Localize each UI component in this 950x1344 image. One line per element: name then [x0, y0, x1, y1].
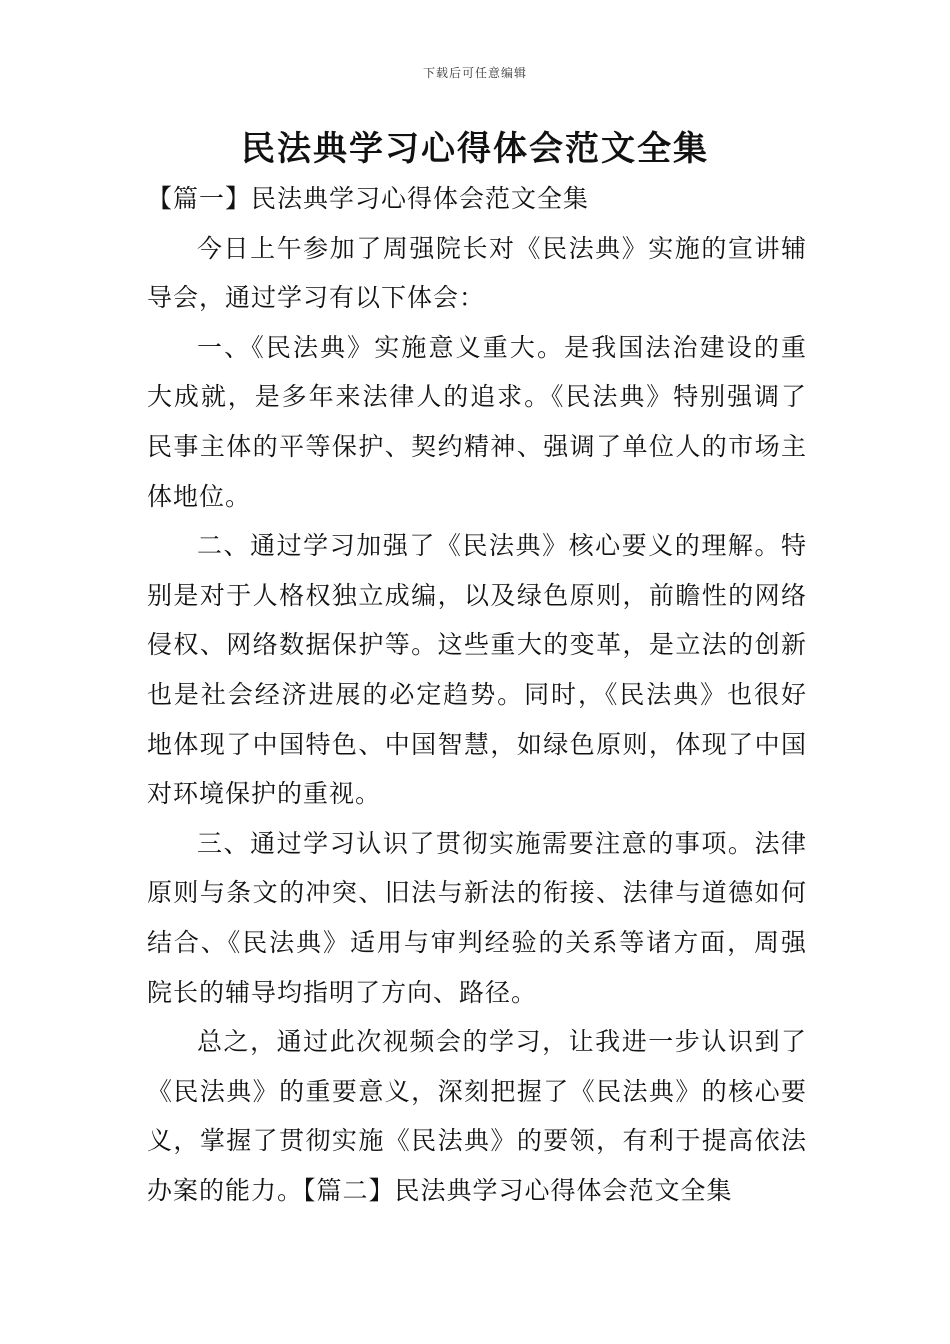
paragraph-intro: 今日上午参加了周强院长对《民法典》实施的宣讲辅导会，通过学习有以下体会： — [147, 233, 807, 313]
paragraph-point-3: 三、通过学习认识了贯彻实施需要注意的事项。法律原则与条文的冲突、旧法与新法的衔接、法律与道德如何结合、《民法典》适用与审判经验的关系等诸方面，周强院长的辅导均指明了方向、路径。 — [147, 828, 807, 1007]
section-heading: 【篇一】民法典学习心得体会范文全集 — [147, 184, 590, 213]
paragraph-point-2: 二、通过学习加强了《民法典》核心要义的理解。特别是对于人格权独立成编，以及绿色原则，前瞻性的网络侵权、网络数据保护等。这些重大的变革，是立法的创新也是社会经济进展的必定趋势。同时，《民法典》也很好地体现了中国特色、中国智慧，如绿色原则，体现了中国对环境保护的重视。 — [147, 531, 807, 809]
header-note: 下载后可任意编辑 — [422, 66, 527, 80]
document-body — [147, 174, 807, 1215]
paragraph-conclusion: 总之，通过此次视频会的学习，让我进一步认识到了《民法典》的重要意义，深刻把握了《民法典》的核心要义，掌握了贯彻实施《民法典》的要领，有利于提高依法办案的能力。【篇二】民法典学习心得体会范文全集 — [147, 1027, 807, 1205]
document-title: 民法典学习心得体会范文全集 — [241, 129, 709, 169]
paragraph-point-1: 一、《民法典》实施意义重大。是我国法治建设的重大成就，是多年来法律人的追求。《民法典》特别强调了民事主体的平等保护、契约精神、强调了单位人的市场主体地位。 — [147, 332, 807, 511]
